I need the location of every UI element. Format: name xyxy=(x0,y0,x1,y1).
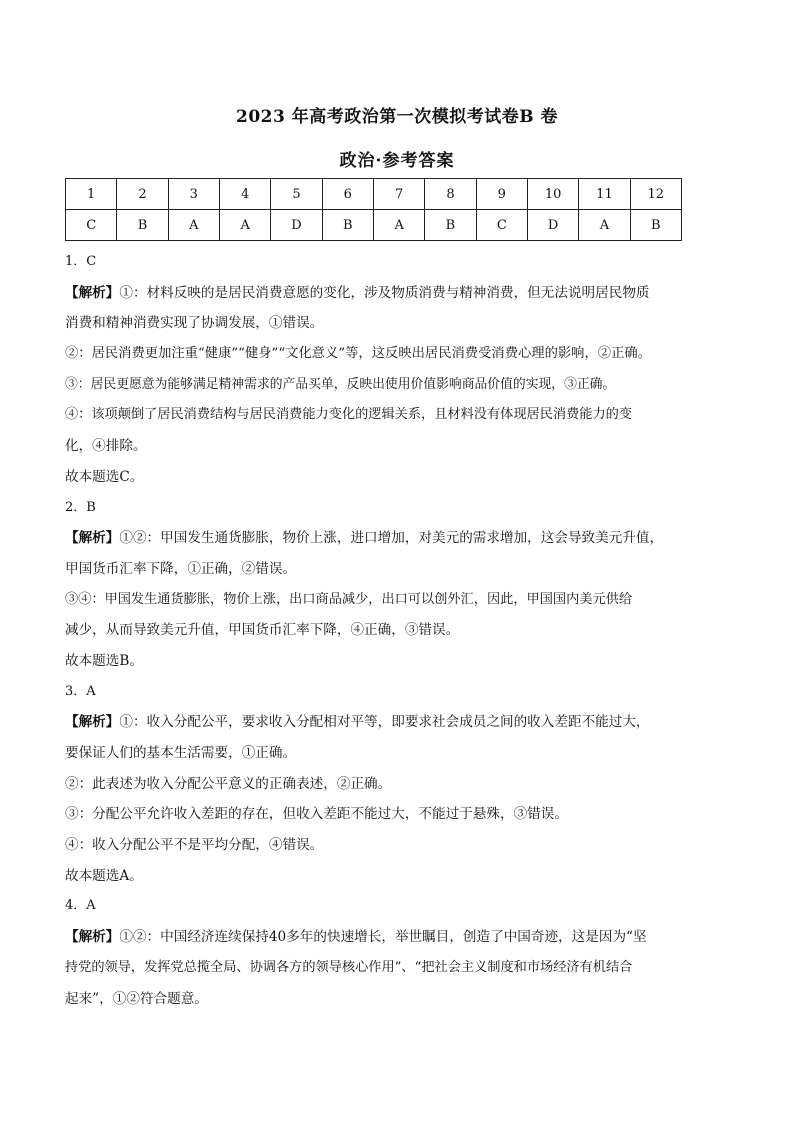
explanation-line: 减少，从而导致美元升值，甲国货币汇率下降，④正确，③错误。 xyxy=(65,622,460,639)
answer-cell: A xyxy=(373,210,424,241)
explanation-line xyxy=(65,523,685,554)
answer-cell: A xyxy=(579,210,630,241)
explanation-line xyxy=(65,922,685,953)
explanation-line: 起来”，①②符合题意。 xyxy=(65,990,208,1007)
question-number-cell: 10 xyxy=(527,179,578,210)
explanation-line: ③：居民更愿意为能够满足精神需求的产品买单，反映出使用价值影响商品价值的实现，③正确。 xyxy=(65,376,616,392)
conclusion-line: 故本题选B。 xyxy=(65,652,143,669)
explanation-line xyxy=(65,707,685,738)
question-number-cell: 7 xyxy=(373,179,424,210)
explanation-text: ①：材料反映的是居民消费意愿的变化，涉及物质消费与精神消费，但无法说明居民物质 xyxy=(119,284,650,301)
answer-cell: B xyxy=(425,210,476,241)
explanation-line: ②：此表述为收入分配公平意义的正确表述，②正确。 xyxy=(65,775,392,792)
answer-cell: D xyxy=(527,210,578,241)
explanation-text: ①②：中国经济连续保持40多年的快速增长，举世瞩目，创造了中国奇迹，这是因为“坚 xyxy=(119,929,647,946)
explanation-line: 甲国货币汇率下降，①正确，②错误。 xyxy=(65,560,297,577)
answer-cell: C xyxy=(66,210,117,241)
analysis-label: 【解析】 xyxy=(65,530,120,547)
answer-cell: A xyxy=(168,210,219,241)
explanation-line: 要保证人们的基本生活需要，①正确。 xyxy=(65,745,297,761)
analysis-label: 【解析】 xyxy=(65,284,120,301)
answer-cell: B xyxy=(630,210,681,241)
conclusion-line: 故本题选A。 xyxy=(65,867,143,884)
explanation-line: ③：分配公平允许收入差距的存在，但收入差距不能过大，不能过于悬殊，③错误。 xyxy=(65,806,568,823)
conclusion-line: 故本题选C。 xyxy=(65,468,144,485)
question-heading: 1．C xyxy=(65,254,97,269)
question-number-row xyxy=(66,179,682,210)
explanation-line: ③④：甲国发生通货膨胀，物价上涨，出口商品减少，出口可以创外汇，因此，甲国国内美元供给 xyxy=(65,591,633,607)
analysis-label: 【解析】 xyxy=(65,929,120,946)
exam-title: 2023 年高考政治第一次模拟考试卷B 卷 xyxy=(235,107,559,127)
explanation-line: 持党的领导，发挥党总揽全局、协调各方的领导核心作用”、“把社会主义制度和市场经济有机结合 xyxy=(65,959,633,975)
analysis-label: 【解析】 xyxy=(65,714,120,731)
explanation-text: ①：收入分配公平，要求收入分配相对平等，即要求社会成员之间的收入差距不能过大， xyxy=(119,714,650,731)
explanation-line: 化，④排除。 xyxy=(65,438,147,455)
question-heading: 4．A xyxy=(65,898,96,914)
question-number-cell: 3 xyxy=(168,179,219,210)
explanation-text: ①②：甲国发生通货膨胀，物价上涨，进口增加，对美元的需求增加，这会导致美元升值， xyxy=(119,530,664,547)
answer-row xyxy=(66,210,682,241)
answer-cell: B xyxy=(117,210,168,241)
answer-cell: B xyxy=(322,210,373,241)
explanation-line xyxy=(65,278,685,309)
question-number-cell: 4 xyxy=(219,179,270,210)
question-number-cell: 6 xyxy=(322,179,373,210)
question-number-cell: 8 xyxy=(425,179,476,210)
explanation-line: ②：居民消费更加注重“健康”“健身”“文化意义”等，这反映出居民消费受消费心理的影响，②正确。 xyxy=(65,346,651,362)
answer-cell: D xyxy=(271,210,322,241)
answer-cell: C xyxy=(476,210,527,241)
question-number-cell: 12 xyxy=(630,179,681,210)
question-number-cell: 9 xyxy=(476,179,527,210)
question-number-cell: 1 xyxy=(66,179,117,210)
explanation-line: ④：该项颠倒了居民消费结构与居民消费能力变化的逻辑关系，且材料没有体现居民消费能力的变 xyxy=(65,407,633,423)
question-heading: 3．A xyxy=(65,683,96,699)
answer-table xyxy=(65,178,682,241)
question-number-cell: 11 xyxy=(579,179,630,210)
explanation-line: 消费和精神消费实现了协调发展，①错误。 xyxy=(65,315,324,332)
answer-explanations xyxy=(65,247,685,1014)
explanation-line: ④：收入分配公平不是平均分配，④错误。 xyxy=(65,837,324,854)
question-number-cell: 5 xyxy=(271,179,322,210)
answer-cell: A xyxy=(219,210,270,241)
question-number-cell: 2 xyxy=(117,179,168,210)
question-heading: 2．B xyxy=(65,499,96,515)
answer-key-subtitle: 政治·参考答案 xyxy=(339,151,455,171)
